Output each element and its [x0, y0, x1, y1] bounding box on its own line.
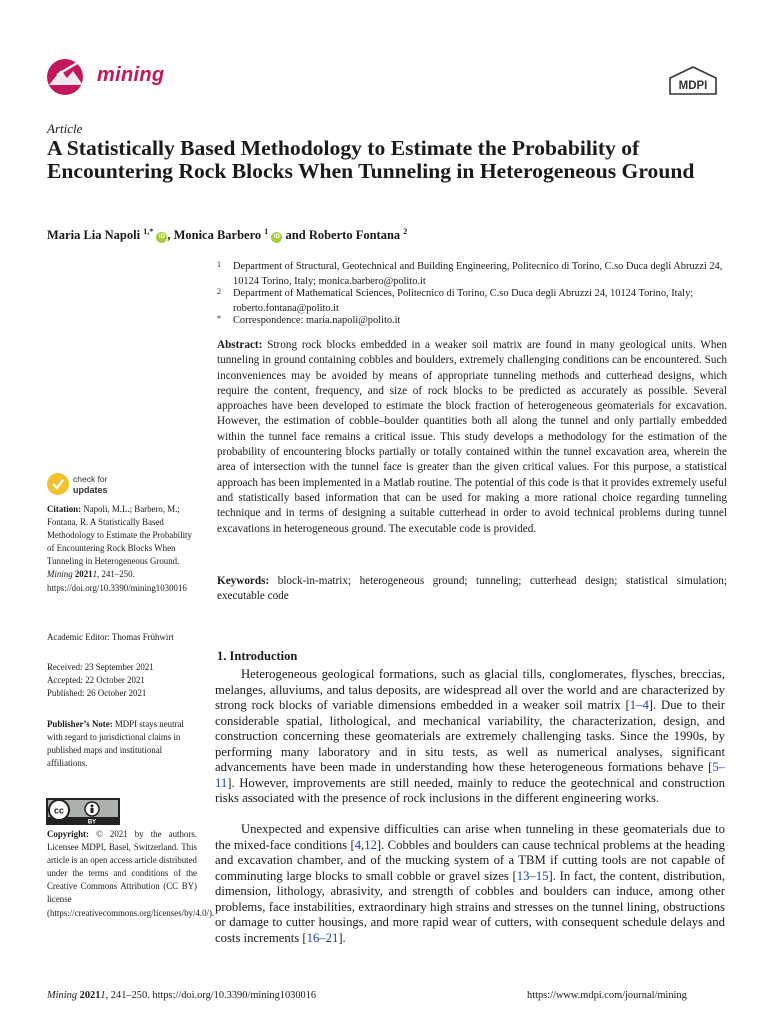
affiliation-mark: 1 [217, 260, 221, 269]
copyright-notice [47, 828, 215, 920]
paragraph-text: Unexpected and expensive difficulties can arise when tunneling in these geomaterials due to the mixed-face conditions [ [215, 822, 725, 852]
affiliation-text: Correspondence: maria.napoli@polito.it [233, 315, 401, 326]
citation-link[interactable]: 4 [354, 837, 362, 852]
author-name: Maria Lia Napoli [47, 228, 144, 243]
publisher-note-label: Publisher’s Note: [47, 719, 113, 729]
section-heading: 1. Introduction [217, 649, 298, 663]
published-date: Published: 26 October 2021 [47, 688, 147, 698]
citation-volume: 1 [92, 569, 98, 580]
affiliation-mark: 2 [217, 287, 221, 296]
journal-logo-icon [46, 58, 90, 96]
updates-label: updates [73, 485, 108, 495]
abstract-text: Strong rock blocks embedded in a weaker soil matrix are found in many geological units. When tunneling in ground containing cobbles and boulders, extremely challenging conditions can be encountered. Such inconveniences may be avoided by means of appropriate tunneling methods and cutterhead designs, which require the content, frequency, and size of rock blocks to be predicted as accurately as possible. Several approaches have been developed to estimate the block fraction of heterogeneous geomaterials for excavation. However, the estimation of cobble–boulder quantities both all along the tunnel and only partially embedded within the tunnel face remains a critical issue. This study develops a methodology for the estimation of the probability of encountering blocks partially or totally contained within the tunnel excavation area, wherein the area of intersection with the tunnel face is greater than the given critical values. For this purpose, a statistical approach has been implemented in a Matlab routine. The potential of this code is that it provides extremely useful and statistically based information that can be used for making a more rational choice regarding tunneling technique and in terms of designing a suitable cutterhead in order to avoid technical problems during tunnel excavations in heterogeneous ground. The executable code is provided. [217, 339, 728, 535]
author-list [47, 227, 407, 243]
paragraph-text: Heterogeneous geological formations, such as glacial tills, conglomerates, flysches, breccias, melanges, alluviums, and talus deposits, are widespread all over the world and are characterized by strong rock blocks of variable dimensions embedded in a weaker soil matrix [ [215, 667, 725, 712]
author-separator: and [282, 228, 309, 243]
citation-label: Citation: [47, 504, 82, 514]
paragraph-text: , [361, 837, 365, 852]
orcid-icon[interactable]: iD [271, 232, 282, 243]
keywords-label: Keywords: [217, 575, 270, 587]
orcid-icon[interactable]: iD [156, 232, 167, 243]
correspondence [217, 314, 727, 329]
copyright-text: © 2021 by the authors. Licensee MDPI, Basel, Switzerland. This article is an open access article distributed under the terms and conditions of the Creative Commons Attribution (CC BY) license (https://creativecommons.org/licenses/by/4.0/). [47, 829, 215, 918]
author-affiliation-mark: 1 [264, 227, 269, 236]
affiliation-2 [217, 287, 727, 316]
publisher-note [47, 718, 197, 770]
journal-name: mining [97, 64, 165, 86]
intro-paragraph-2 [215, 822, 725, 946]
accepted-date: Accepted: 22 October 2021 [47, 675, 145, 685]
keywords [217, 574, 727, 605]
article-title: A Statistically Based Methodology to Estimate the Probability of Encountering Rock Blocks When Tunneling in Heterogeneous Ground [47, 136, 695, 183]
copyright-label: Copyright: [47, 829, 89, 839]
intro-paragraph-1 [215, 667, 725, 807]
affiliation-1 [217, 260, 727, 289]
footer-citation [47, 990, 316, 1001]
author-separator: , [167, 228, 174, 243]
cc-by-license-badge[interactable] [46, 798, 120, 825]
footer-year: 2021 [79, 990, 101, 1001]
article-type: Article [47, 121, 83, 136]
publisher-note-text: MDPI stays neutral with regard to jurisdictional claims in published maps and institutional affiliations. [47, 719, 184, 769]
author-affiliation-mark: 2 [403, 227, 408, 236]
publisher-name: MDPI [678, 80, 708, 92]
abstract [217, 338, 727, 537]
footer-journal: Mining [47, 990, 78, 1001]
footer-volume: 1 [100, 990, 106, 1001]
academic-editor: Academic Editor: Thomas Frühwirt [47, 632, 174, 642]
citation-link[interactable]: 5–11 [215, 760, 725, 790]
received-date: Received: 23 September 2021 [47, 662, 154, 672]
affiliation-text: Department of Structural, Geotechnical and Building Engineering, Politecnico di Torino, C.so Duca degli Abruzzi 24, 10124 Torino, Italy; monica.barbero@polito.it [233, 261, 723, 287]
author-name: Roberto Fontana [308, 228, 404, 243]
citation-year: 2021 [74, 569, 93, 580]
keywords-text: block-in-matrix; heterogeneous ground; tunneling; cutterhead design; statistical simulation; executable code [217, 575, 727, 603]
footer-doi: , 241–250. https://doi.org/10.3390/mining1030016 [105, 990, 317, 1001]
citation-journal: Mining [47, 569, 73, 580]
check-label: check for [73, 474, 108, 484]
paragraph-text: ]. Cobbles and boulders can cause technical problems at the heading and excavation chamber, and of the mucking system of a TBM if cutting tools are not capable of comminuting large blocks to small cobble or gravel sizes [ [215, 837, 725, 883]
citation-link[interactable]: 16–21 [306, 930, 339, 945]
paragraph-text: ]. However, improvements are still needed, mainly to reduce the geotechnical and construction risks associated with the presence of rock inclusions in the different engineering works. [215, 775, 725, 805]
citation-doi: , 241–250. https://doi.org/10.3390/mining1030016 [47, 569, 187, 593]
check-for-updates-badge[interactable] [46, 471, 166, 497]
author-affiliation-mark: 1,* [143, 227, 154, 236]
affiliation-mark: * [217, 314, 221, 323]
citation-link[interactable]: 1–4 [629, 698, 649, 712]
citation-link[interactable]: 13–15 [516, 868, 549, 883]
journal-url[interactable]: https://www.mdpi.com/journal/mining [527, 990, 687, 1001]
abstract-label: Abstract: [217, 339, 263, 351]
author-name: Monica Barbero [173, 228, 265, 243]
affiliation-text: Department of Mathematical Sciences, Politecnico di Torino, C.so Duca degli Abruzzi 24, 10124 Torino, Italy; roberto.fontana@polito.it [233, 288, 694, 314]
paragraph-text: ]. Due to their considerable spatial, lithological, and mechanical variability, the characterization, design, and construction concerning these geomaterials are extremely challenging tasks. Since the 1990s, by performing many laboratory and in situ tests, as well as numerical analyses, significant advancements have been made in understanding how these heterogeneous formations behave [ [215, 698, 726, 774]
mdpi-logo-icon [668, 66, 718, 96]
cc-by-label: BY [87, 819, 97, 825]
citation-link[interactable]: 12 [364, 837, 377, 852]
paragraph-text: ]. [338, 930, 346, 945]
citation-text: Napoli, M.L.; Barbero, M.; Fontana, R. A Statistically Based Methodology to Estimate the Probability of Encountering Rock Blocks When Tunneling in Heterogeneous Ground. [47, 504, 192, 567]
citation-block [47, 503, 197, 595]
svg-text:cc: cc [53, 805, 65, 816]
paragraph-text: ]. In fact, the content, distribution, dimension, lithology, abrasivity, and strength of cobbles and boulders can induce, among other problems, face instabilities, extraordinary high strains and stresses on the tunnel lining, obstructions or damage to cutter housings, and more rapid wear of cutters, with consequent schedule delays and costs increments [ [215, 868, 725, 945]
